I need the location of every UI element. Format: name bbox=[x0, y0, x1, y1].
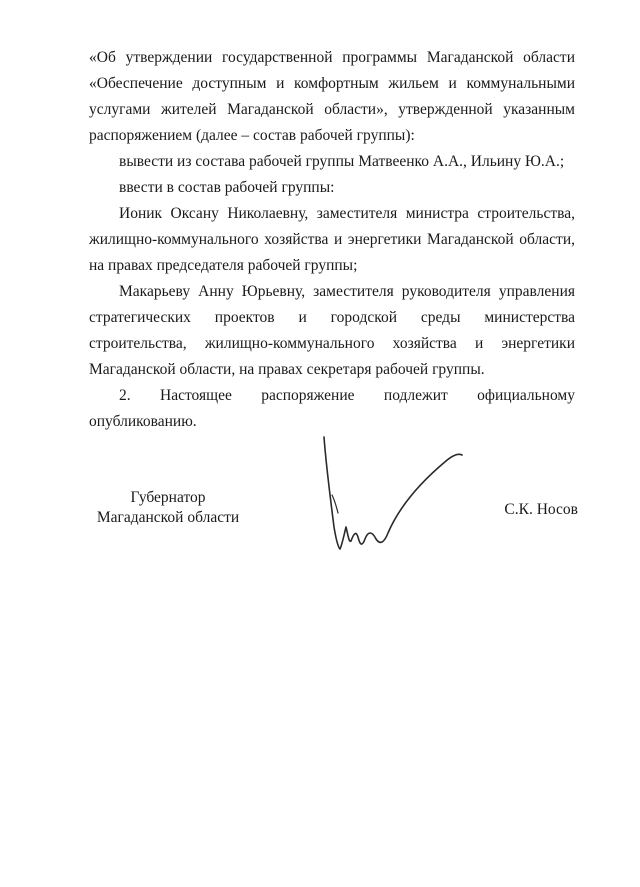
signatory-name: С.К. Носов bbox=[504, 501, 578, 518]
paragraph-chairman: Ионик Оксану Николаевну, заместителя министра строительства, жилищно-коммунального хозяйства и энергетики Магаданской области, на правах председателя рабочей группы; bbox=[89, 205, 575, 274]
paragraph-program-title: «Об утверждении государственной программы Магаданской области «Обеспечение доступным и комфортным жильем и коммунальными услугами жителей Магаданской области», утвержденной указанным распоряжением (далее – состав рабочей группы): bbox=[89, 49, 575, 144]
handwritten-signature bbox=[318, 435, 468, 565]
signatory-position-line1: Губернатор bbox=[130, 489, 206, 506]
signatory-position-line2: Магаданской области bbox=[96, 509, 240, 526]
signatory-position bbox=[88, 488, 248, 528]
paragraph-secretary: Макарьеву Анну Юрьевну, заместителя руководителя управления стратегических проектов и городской среды министерства строительства, жилищно-коммунального хозяйства и энергетики Магаданской области, на правах секретаря рабочей группы. bbox=[89, 283, 575, 378]
paragraph-add-members: ввести в состав рабочей группы: bbox=[119, 179, 335, 196]
paragraph-remove-members: вывести из состава рабочей группы Матвеенко А.А., Ильину Ю.А.; bbox=[119, 153, 565, 170]
paragraph-publication: 2. Настоящее распоряжение подлежит официальному опубликованию. bbox=[89, 387, 575, 430]
document-body bbox=[89, 45, 575, 435]
